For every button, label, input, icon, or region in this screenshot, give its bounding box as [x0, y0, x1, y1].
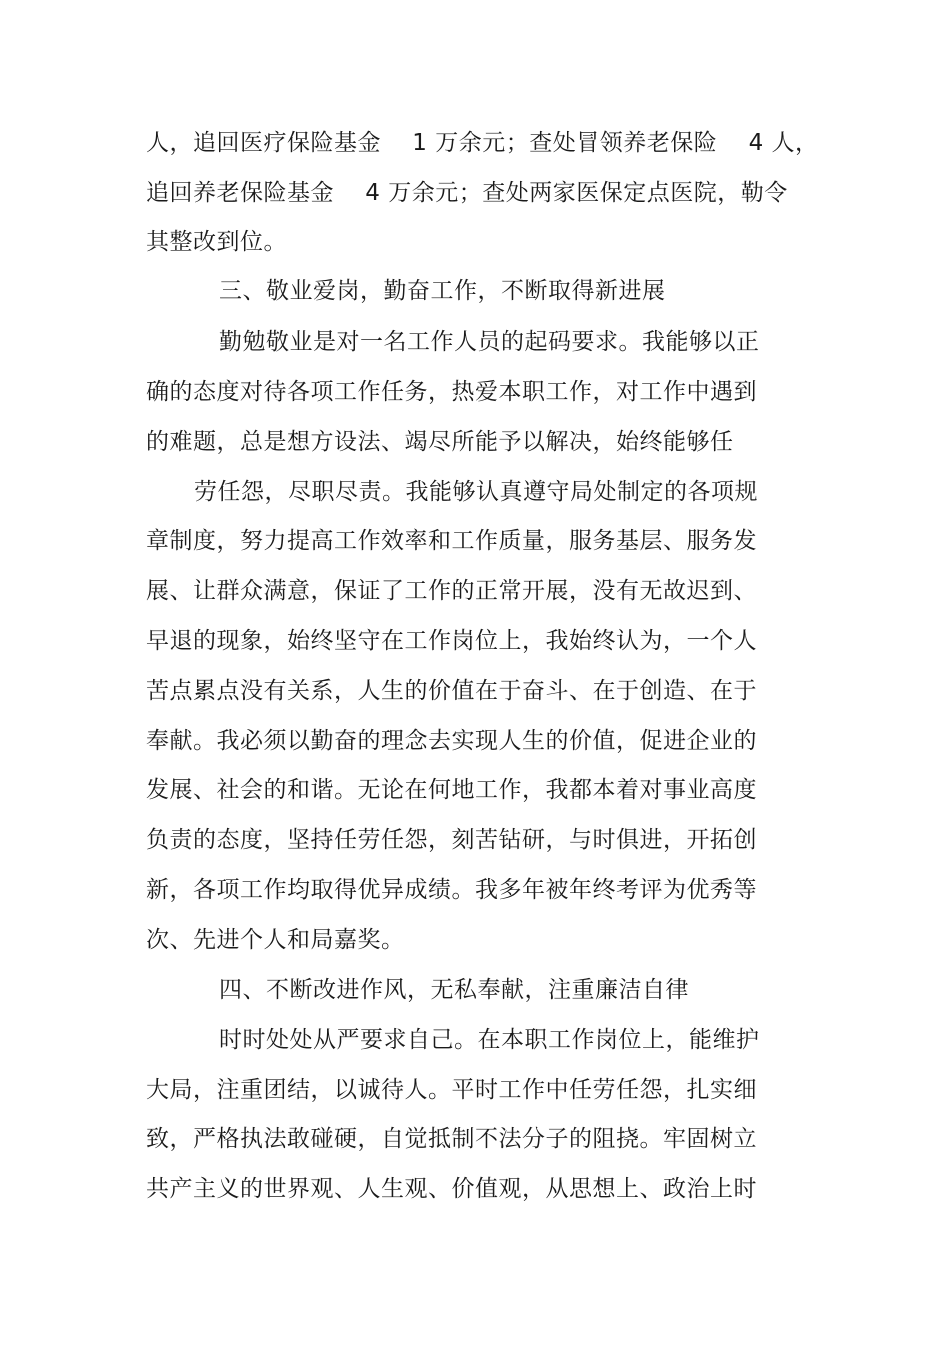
text-line: 大局，注重团结，以诚待人。平时工作中任劳任怨，扎实细: [146, 1077, 757, 1103]
text-line: 确的态度对待各项工作任务，热爱本职工作，对工作中遇到: [146, 379, 757, 405]
text-line: 时时处处从严要求自己。在本职工作岗位上，能维护: [219, 1027, 760, 1053]
text-line: 早退的现象，始终坚守在工作岗位上，我始终认为，一个人: [146, 628, 757, 654]
section-heading: 三、敬业爱岗，勤奋工作，不断取得新进展: [219, 278, 666, 304]
text-line: 勤勉敬业是对一名工作人员的起码要求。我能够以正: [219, 329, 760, 355]
text-line: 人，追回医疗保险基金 1 万余元；查处冒领养老保险 4 人，: [146, 130, 819, 156]
text-line: 次、先进个人和局嘉奖。: [146, 927, 405, 953]
section-heading: 四、不断改进作风，无私奉献，注重廉洁自律: [219, 977, 689, 1003]
text-line: 展、让群众满意，保证了工作的正常开展，没有无故迟到、: [146, 578, 757, 604]
text-line: 其整改到位。: [146, 229, 287, 255]
text-line: 新，各项工作均取得优异成绩。我多年被年终考评为优秀等: [146, 877, 757, 903]
text-line: 苦点累点没有关系，人生的价值在于奋斗、在于创造、在于: [146, 678, 757, 704]
text-line: 共产主义的世界观、人生观、价值观，从思想上、政治上时: [146, 1176, 757, 1202]
text-line: 追回养老保险基金 4 万余元；查处两家医保定点医院，勒令: [146, 180, 788, 206]
text-line: 致，严格执法敢碰硬，自觉抵制不法分子的阻挠。牢固树立: [146, 1126, 757, 1152]
text-line: 负责的态度，坚持任劳任怨，刻苦钻研，与时俱进，开拓创: [146, 827, 757, 853]
text-line: 劳任怨，尽职尽责。我能够认真遵守局处制定的各项规: [194, 479, 758, 505]
text-line: 发展、社会的和谐。无论在何地工作，我都本着对事业高度: [146, 777, 757, 803]
text-line: 章制度，努力提高工作效率和工作质量，服务基层、服务发: [146, 528, 757, 554]
text-line: 奉献。我必须以勤奋的理念去实现人生的价值，促进企业的: [146, 728, 757, 754]
text-line: 的难题，总是想方设法、竭尽所能予以解决，始终能够任: [146, 429, 734, 455]
